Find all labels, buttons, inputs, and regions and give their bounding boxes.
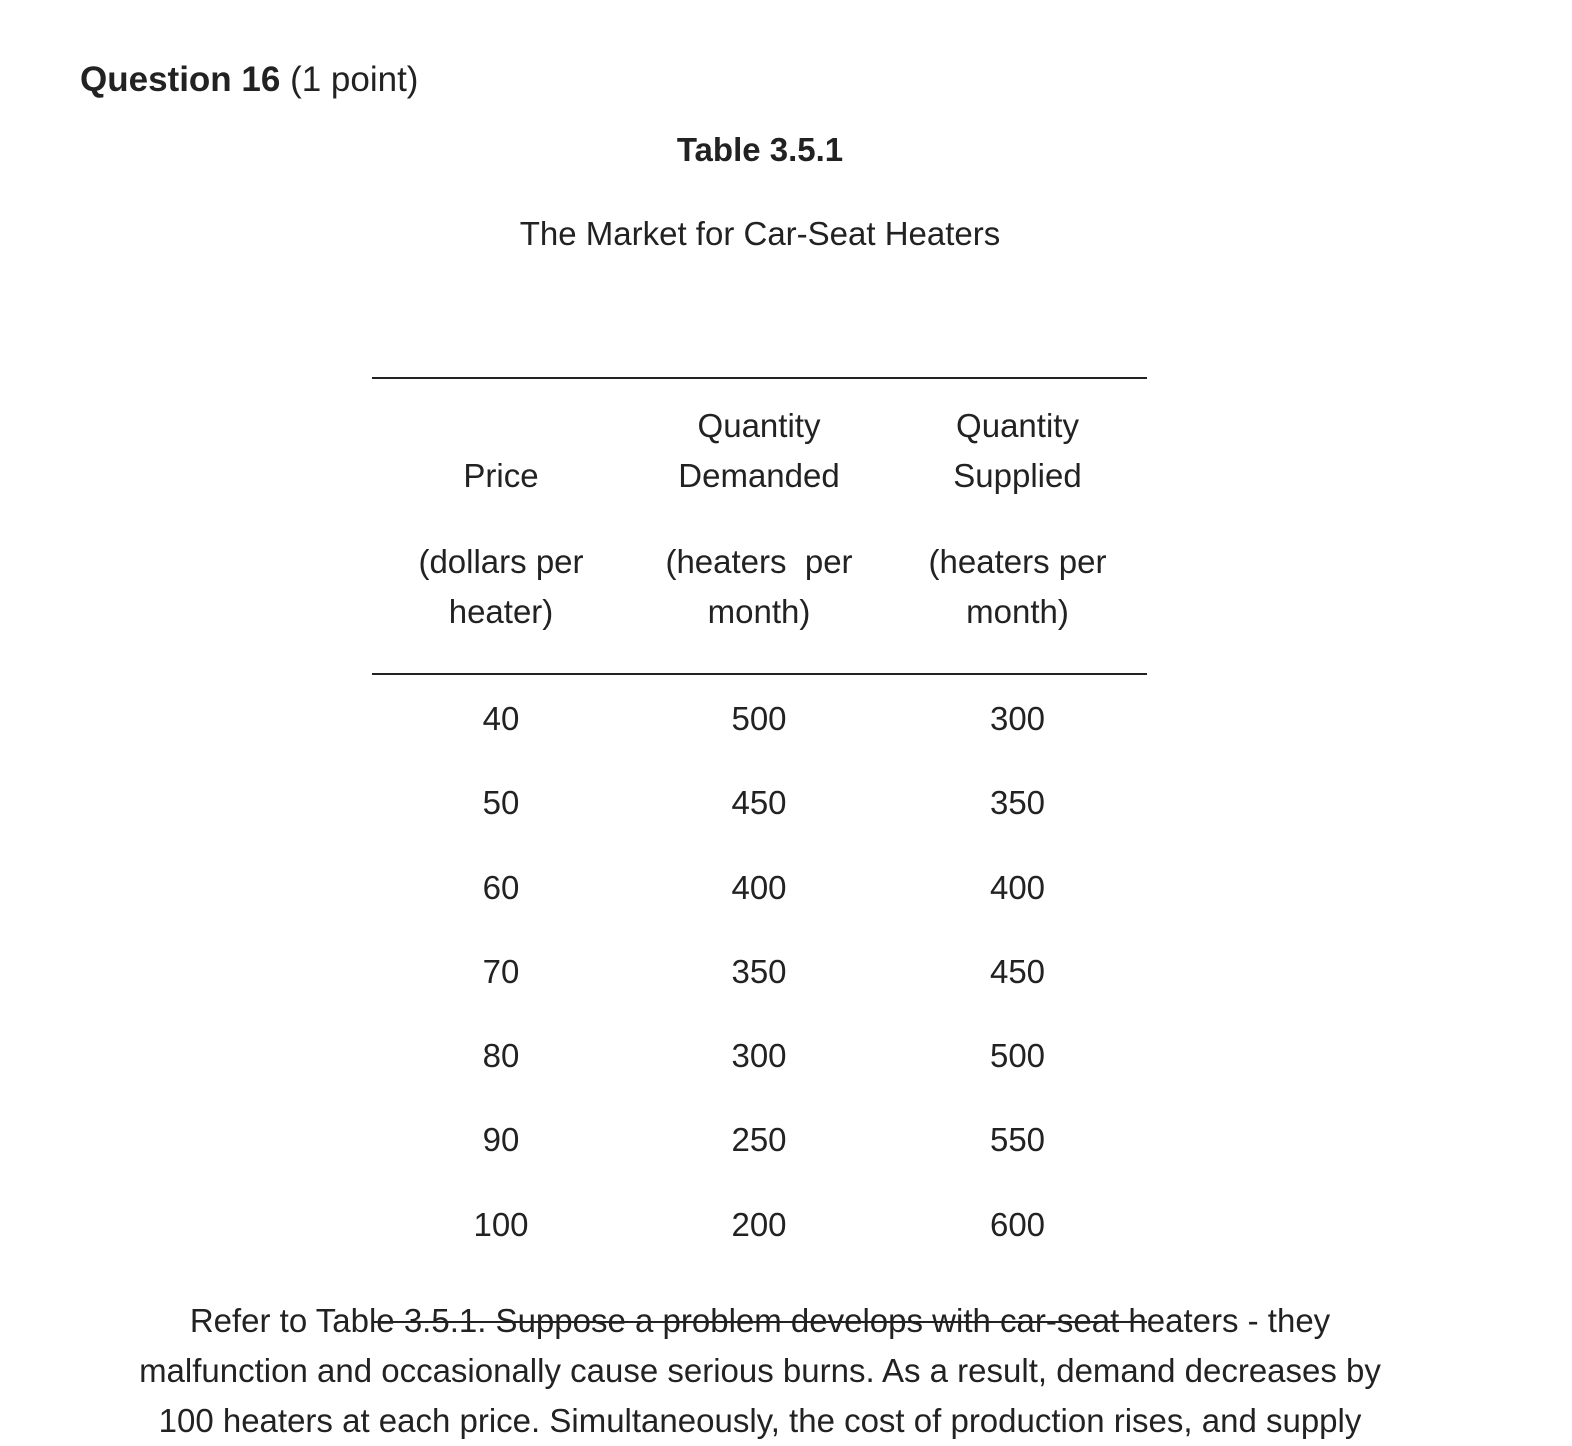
question-text-line: 100 heaters at each price. Simultaneously, the cost of production rises, and supply: [158, 1402, 1362, 1439]
cell-price: 100: [473, 1205, 529, 1243]
table-row: [372, 950, 1147, 1034]
cell-quantity-supplied: 350: [989, 784, 1046, 822]
cell-quantity-demanded: 200: [731, 1205, 787, 1243]
question-text: [100, 1296, 1420, 1446]
cell-quantity-demanded: 250: [731, 1121, 787, 1159]
table-body: [372, 675, 1147, 1321]
column-title-line: Quantity: [697, 407, 821, 444]
column-unit-line: (heaters per: [665, 543, 853, 580]
cell-price: 60: [482, 868, 520, 906]
question-number: Question 16: [80, 60, 281, 99]
cell-quantity-demanded: 450: [731, 784, 787, 822]
cell-quantity-supplied: 550: [989, 1121, 1046, 1159]
cell-price: 40: [482, 700, 520, 737]
column-title-line: Supplied: [953, 457, 1082, 494]
column-header-quantity-supplied: [888, 401, 1147, 637]
table-row: [372, 866, 1147, 950]
column-unit-line: heater): [448, 593, 554, 630]
column-unit-line: month): [707, 593, 811, 630]
column-header-quantity-demanded: [630, 401, 888, 637]
question-text-line: malfunction and occasionally cause serious burns. As a result, demand decreases by: [139, 1352, 1381, 1389]
table-label: Table 3.5.1: [676, 131, 844, 168]
column-title-line: Price: [463, 457, 539, 494]
question-points: (1 point): [290, 60, 419, 99]
cell-quantity-demanded: 350: [731, 952, 787, 990]
column-title-line: Demanded: [678, 457, 840, 494]
table-row: [372, 1203, 1147, 1287]
cell-quantity-demanded: 500: [731, 700, 787, 737]
table-row: [372, 781, 1147, 865]
cell-quantity-supplied: 500: [989, 1037, 1046, 1075]
column-unit-line: (heaters per: [928, 543, 1107, 580]
column-unit-line: month): [966, 593, 1069, 630]
cell-price: 90: [482, 1121, 520, 1159]
table-row: [372, 1118, 1147, 1202]
cell-quantity-supplied: 400: [989, 868, 1046, 906]
column-header-price: [372, 401, 630, 637]
column-unit-line: (dollars per: [418, 543, 584, 580]
column-title-line: Quantity: [956, 407, 1079, 444]
question-header: [80, 58, 418, 102]
cell-quantity-supplied: 450: [989, 952, 1046, 990]
cell-quantity-supplied: 600: [989, 1205, 1046, 1243]
table-row: [372, 697, 1147, 781]
table-row: [372, 1034, 1147, 1118]
table-header: [372, 379, 1147, 675]
cell-quantity-supplied: 300: [989, 700, 1046, 737]
cell-quantity-demanded: 400: [731, 868, 787, 906]
question-text-line: Refer to Table 3.5.1. Suppose a problem develops with car-seat heaters - they: [189, 1302, 1331, 1339]
table-caption: The Market for Car-Seat Heaters: [519, 215, 1001, 252]
cell-quantity-demanded: 300: [731, 1037, 787, 1075]
cell-price: 50: [482, 784, 520, 822]
cell-price: 80: [482, 1037, 520, 1075]
cell-price: 70: [482, 952, 520, 990]
market-table: [372, 377, 1147, 1323]
